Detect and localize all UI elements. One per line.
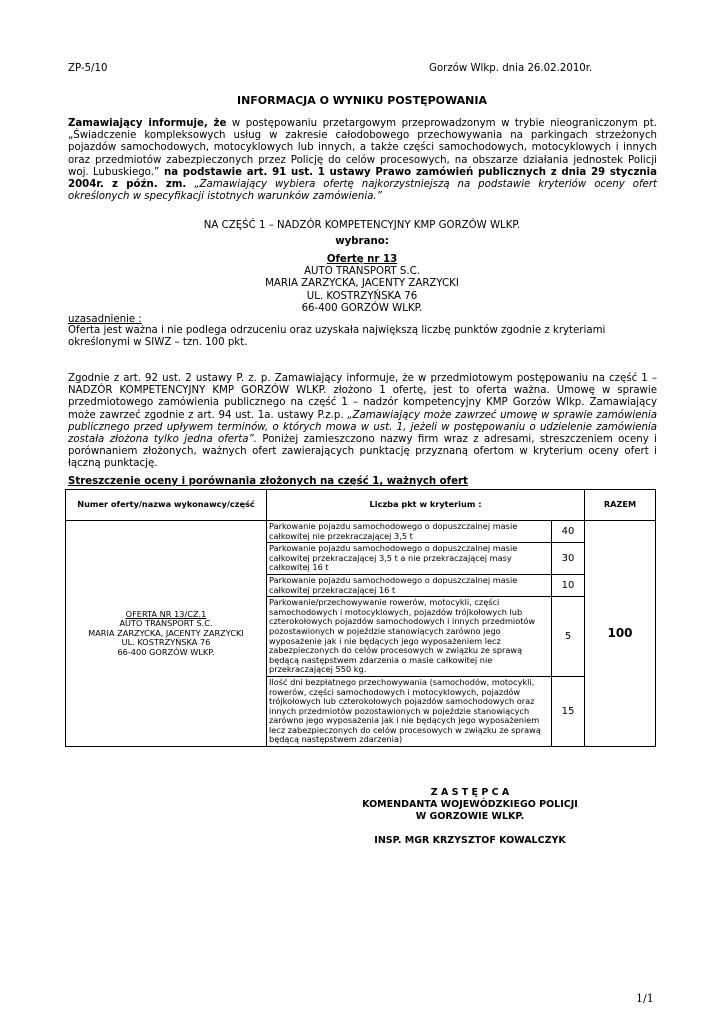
criterion-description: Parkowanie pojazdu samochodowego o dopuszczalnej masie całkowitej nie przekraczającej 3,5 t (267, 521, 552, 543)
column-header-offer: Numer oferty/nazwa wykonawcy/część (66, 490, 267, 521)
offer-cell (66, 521, 267, 747)
table-row (66, 521, 656, 543)
signature-name: INSP. MGR KRZYSZTOF KOWALCZYK (374, 835, 566, 846)
intro-text: w postępowaniu przetargowym przeprowadzonym w trybie nieograniczonym pt. „Świadczenie kompleksowych usług w zakresie całodobowego przechowywania na parkingach strzeżonych pojazdów samochodowych, motocyklowych lub innych, a także części samochodowych, motocyklowych i innych oraz przedmiotów zabezpieczonych przez Policję do celów procesowych, na obszarze działania jednostek Policji woj. Lubuskiego.” (68, 118, 657, 178)
selected-label: wybrano: (335, 236, 389, 247)
justification-text: Oferta jest ważna i nie podlega odrzuceniu oraz uzyskała największą liczbę punktów zgodnie z kryteriami określonymi w SIWZ – tzn. 100 pkt. (68, 325, 606, 349)
offer-cell-line: OFERTA NR 13/CZ.1 (125, 608, 207, 619)
justification-label: uzasadnienie : (68, 314, 142, 325)
criterion-points: 5 (552, 597, 585, 677)
procedure-paragraph (68, 373, 657, 471)
criterion-description: Ilość dni bezpłatnego przechowywania (samochodów, motocykli, rowerów, części samochodowych i motocyklowych, pojazdów trójkołowych lub czterokołowych pojazdów samochodowych oraz innych przedmiotów pozostawionych w pojeździe stanowiących zarówno jego wyposażenia jak i nie będących jego wyposażeniem lecz zabezpieczonych do celów procesowych w związku ze sprawą będącą następstwem zdarzenia) (267, 676, 552, 746)
selected-offer-block (68, 254, 656, 315)
table-header-row (66, 490, 656, 521)
offer-title: Ofertę nr 13 (326, 254, 398, 265)
offer-line: MARIA ZARZYCKA, JACENTY ZARZYCKI (265, 278, 459, 290)
column-header-total: RAZEM (585, 490, 656, 521)
signature-position: KOMENDANTA WOJEWÓDZKIEGO POLICJI (362, 799, 578, 810)
intro-lead: Zamawiający informuje, że (68, 118, 227, 129)
page-title: INFORMACJA O WYNIKU POSTĘPOWANIA (236, 94, 487, 107)
intro-paragraph (68, 118, 657, 203)
page-number: 1/1 (636, 992, 654, 1005)
criterion-points: 30 (552, 543, 585, 575)
criterion-description: Parkowanie pojazdu samochodowego o dopuszczalnej masie całkowitej przekraczającej 3,5 t a nie przekraczającej masy całkowitej 16 t (267, 543, 552, 575)
signature-title: Z A S T Ę P C A (430, 787, 510, 798)
signature-location: W GORZOWIE WLKP. (415, 811, 525, 822)
part-heading: NA CZĘŚĆ 1 – NADZÓR KOMPETENCYJNY KMP GORZÓW WLKP. (203, 220, 521, 231)
place-and-date: Gorzów Wlkp. dnia 26.02.2010r. (429, 63, 593, 74)
document-reference: ZP-5/10 (68, 63, 108, 74)
intro-quote: „Zamawiający wybiera ofertę najkorzystniejszą na podstawie kryteriów oceny ofert określonych w specyfikacji istotnych warunków zamówienia.” (68, 179, 658, 203)
offer-line: 66-400 GORZÓW WLKP. (301, 302, 423, 314)
procedure-text: Zgodnie z art. 92 ust. 2 ustawy P. z. p. Zamawiający informuje, że w przedmiotowym postępowaniu na część 1 – NADZÓR KOMPETENCYJNY KMP GORZÓW WLKP. złożono 1 ofertę, jest to oferta ważna. Umowę w sprawie przedmiotowego zamówienia publicznego na część 1 – nadzór kompetencyjny KMP Gorzów Wlkp. Zamawiający może zawrzeć zgodnie z art. 94 ust. 1a. ustawy P.z.p. (68, 373, 657, 421)
offer-cell-line: UL. KOSTRZYŃSKA 76 (121, 637, 211, 648)
total-points: 100 (585, 521, 656, 747)
offer-line: AUTO TRANSPORT S.C. (304, 266, 420, 278)
offer-cell-line: MARIA ZARZYCKA, JACENTY ZARZYCKI (88, 627, 244, 638)
summary-heading: Streszczenie oceny i porównania złożonych na część 1, ważnych ofert (68, 476, 468, 487)
criterion-description: Parkowanie/przechowywanie rowerów, motocykli, części samochodowych i motocyklowych, pojazdów trójkołowych lub czterokołowych pojazdów samochodowych i innych przedmiotów pozostawionych w pojeździe stanowiących zarówno jego wyposażenie jak i nie będących jego wyposażeniem lecz zabezpieczonych do celów procesowych w związku ze sprawą będącą następstwem zdarzenia o masie całkowitej nie przekraczającej 550 kg. (267, 597, 552, 677)
criterion-description: Parkowanie pojazdu samochodowego o dopuszczalnej masie całkowitej przekraczającej 16 t (267, 574, 552, 596)
evaluation-table (65, 489, 656, 747)
offer-line: UL. KOSTRZYŃSKA 76 (306, 290, 418, 302)
offer-cell-line: 66-400 GORZÓW WLKP. (117, 646, 215, 657)
offer-cell-line: AUTO TRANSPORT S.C. (119, 618, 213, 629)
procedure-quote: „Zamawiający może zawrzeć umowę w sprawie zamówienia publicznego przed upływem terminów, o których mowa w ust. 1, jeżeli w postępowaniu o udzielenie zamówienia została złożona tylko jedna oferta”. (68, 409, 657, 446)
procedure-text-2: Poniżej zamieszczono nazwy firm wraz z adresami, streszczeniem oceny i porównaniem złożonych, ważnych ofert zawierających punktację przyznaną ofertom w kryterium oceny ofert i łączną punktację. (68, 434, 657, 470)
criterion-points: 40 (552, 521, 585, 543)
intro-legal-basis: na podstawie art. 91 ust. 1 ustawy Prawo zamówień publicznych z dnia 29 stycznia 2004r. z późn. zm. (68, 166, 657, 191)
criterion-points: 15 (552, 676, 585, 746)
criterion-points: 10 (552, 574, 585, 596)
column-header-criteria: Liczba pkt w kryterium : (267, 490, 585, 521)
signature-block (340, 787, 600, 847)
